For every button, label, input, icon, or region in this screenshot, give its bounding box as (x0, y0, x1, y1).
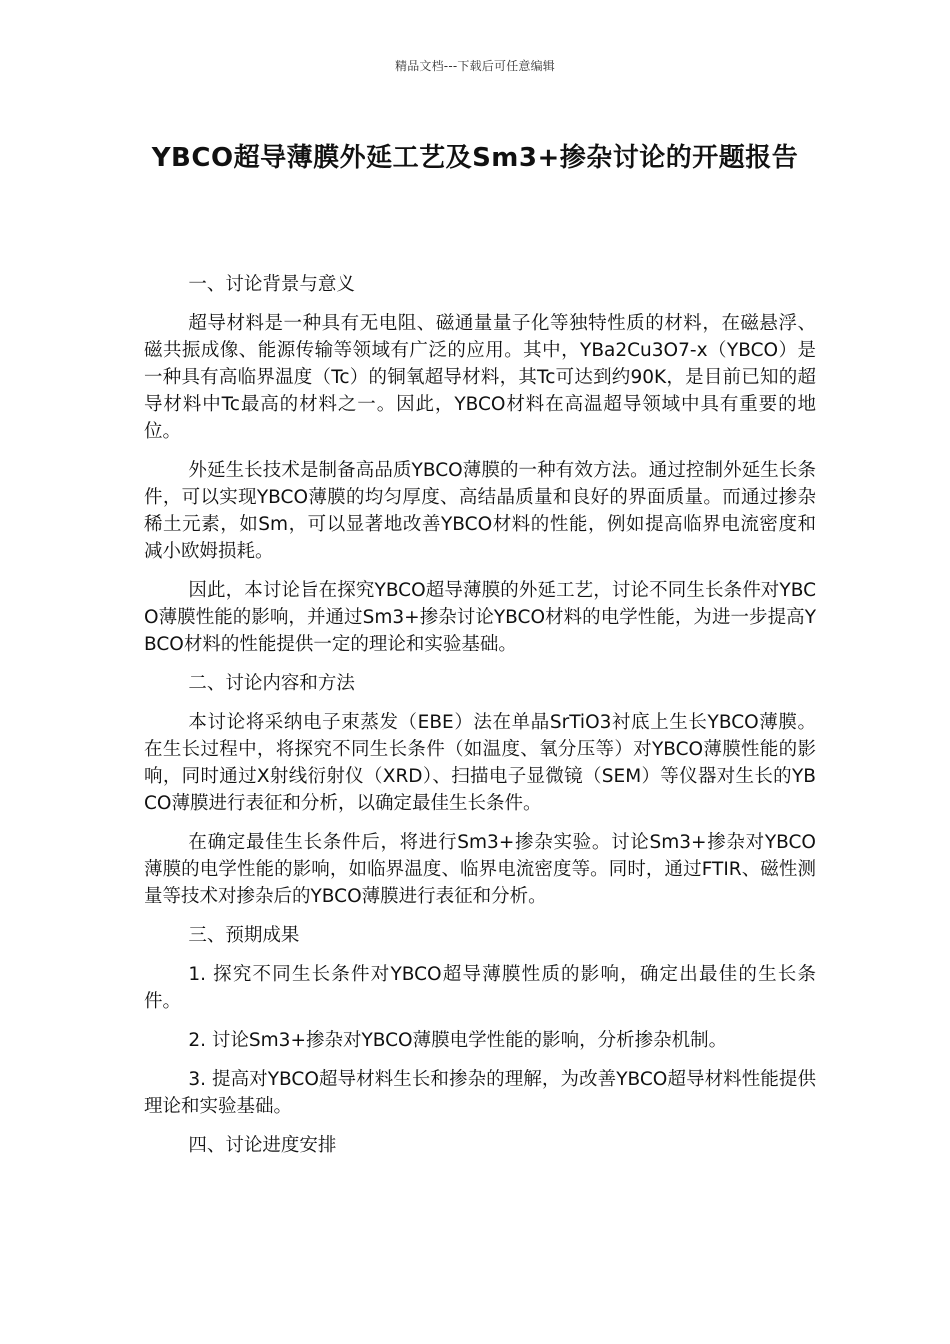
paragraph-epitaxial-growth: 外延生长技术是制备高品质YBCO薄膜的一种有效方法。通过控制外延生长条件，可以实现YBCO薄膜的均匀厚度、高结晶质量和良好的界面质量。而通过掺杂稀土元素，如Sm，可以显著地改善YBCO材料的性能，例如提高临界电流密度和减小欧姆损耗。 (144, 460, 816, 562)
section-heading-schedule: 四、讨论进度安排 (188, 1135, 337, 1156)
list-item-result-3: 3. 提高对YBCO超导材料生长和掺杂的理解，为改善YBCO超导材料性能提供理论和实验基础。 (144, 1069, 816, 1117)
paragraph-ebe-method: 本讨论将采纳电子束蒸发（EBE）法在单晶SrTiO3衬底上生长YBCO薄膜。在生长过程中，将探究不同生长条件（如温度、氧分压等）对YBCO薄膜性能的影响，同时通过X射线衍射仪（XRD）、扫描电子显微镜（SEM）等仪器对生长的YBCO薄膜进行表征和分析，以确定最佳生长条件。 (144, 712, 816, 814)
paragraph-doping-experiment: 在确定最佳生长条件后，将进行Sm3+掺杂实验。讨论Sm3+掺杂对YBCO薄膜的电学性能的影响，如临界温度、临界电流密度等。同时，通过FTIR、磁性测量等技术对掺杂后的YBCO薄膜进行表征和分析。 (144, 832, 816, 907)
section-heading-background: 一、讨论背景与意义 (188, 274, 355, 295)
document-body (144, 271, 816, 1171)
list-item-result-1: 1. 探究不同生长条件对YBCO超导薄膜性质的影响，确定出最佳的生长条件。 (144, 964, 816, 1012)
document-title: YBCO超导薄膜外延工艺及Sm3+掺杂讨论的开题报告 (151, 143, 799, 173)
section-heading-content-methods: 二、讨论内容和方法 (188, 673, 355, 694)
page-header-note: 精品文档---下载后可任意编辑 (395, 59, 555, 73)
paragraph-research-aim: 因此，本讨论旨在探究YBCO超导薄膜的外延工艺，讨论不同生长条件对YBCO薄膜性能的影响，并通过Sm3+掺杂讨论YBCO材料的电学性能，为进一步提高YBCO材料的性能提供一定的理论和实验基础。 (144, 580, 816, 655)
list-item-result-2: 2. 讨论Sm3+掺杂对YBCO薄膜电学性能的影响，分析掺杂机制。 (188, 1030, 728, 1051)
paragraph-superconductor-intro: 超导材料是一种具有无电阻、磁通量量子化等独特性质的材料，在磁悬浮、磁共振成像、能源传输等领域有广泛的应用。其中，YBa2Cu3O7-x（YBCO）是一种具有高临界温度（Tc）的铜氧超导材料，其Tc可达到约90K，是目前已知的超导材料中Tc最高的材料之一。因此，YBCO材料在高温超导领域中具有重要的地位。 (144, 313, 816, 442)
section-heading-expected-results: 三、预期成果 (188, 925, 300, 946)
